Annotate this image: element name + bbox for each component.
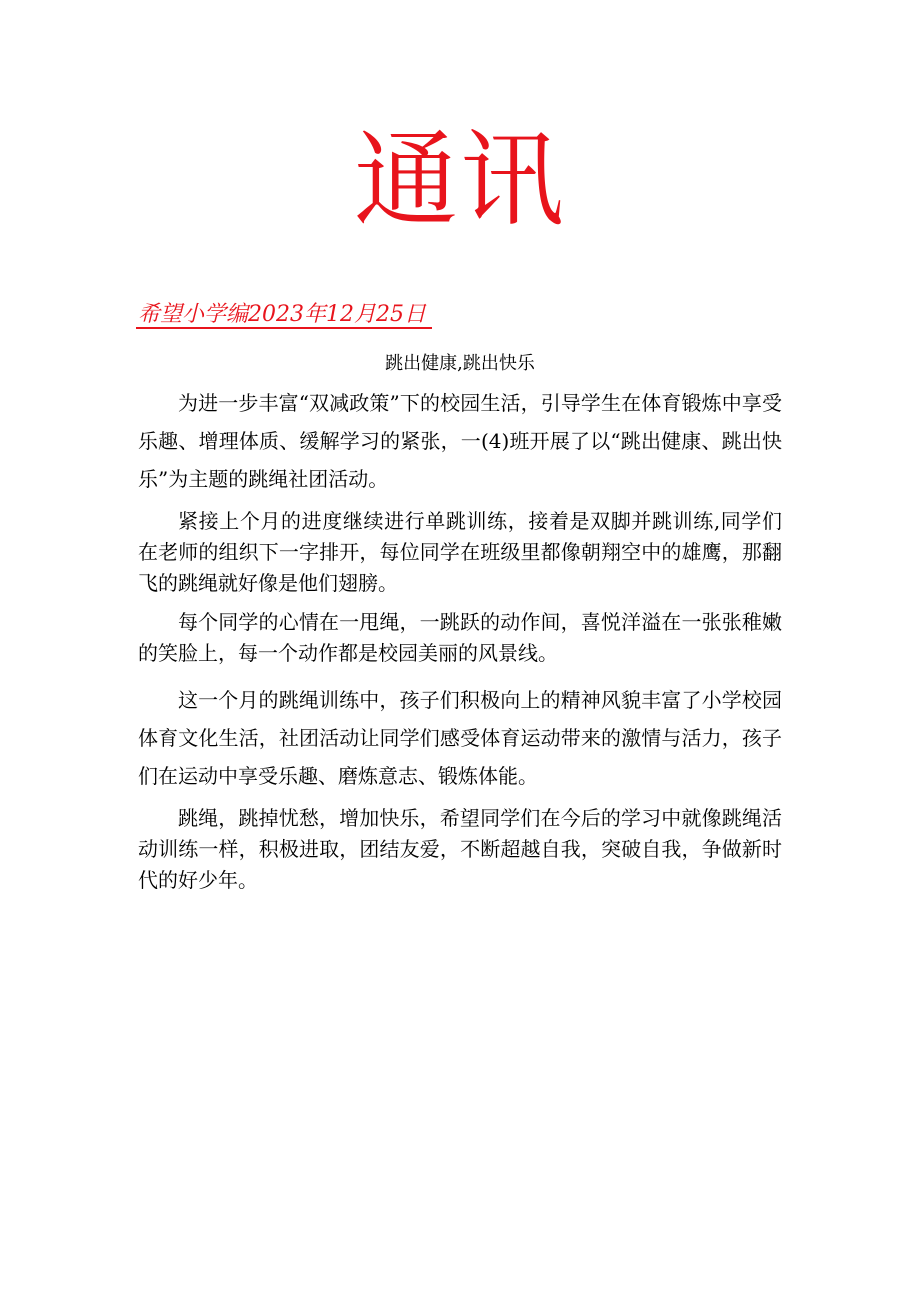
- byline-underline: [136, 327, 432, 329]
- masthead-title: 通讯: [353, 119, 566, 241]
- paragraph-5: 跳绳，跳掉忧愁，增加快乐，希望同学们在今后的学习中就像跳绳活动训练一样，积极进取，团结友爱，不断超越自我，突破自我，争做新时代的好少年。: [138, 806, 782, 892]
- paragraph-3: 每个同学的心情在一甩绳，一跳跃的动作间，喜悦洋溢在一张张稚嫩的笑脸上，每一个动作都是校园美丽的风景线。: [138, 610, 782, 665]
- paragraph-2: 紧接上个月的进度继续进行单跳训练，接着是双脚并跳训练,同学们在老师的组织下一字排开，每位同学在班级里都像朝翔空中的雄鹰，那翻飞的跳绳就好像是他们翅膀。: [138, 509, 782, 595]
- paragraph-1: 为进一步丰富“双减政策”下的校园生活，引导学生在体育锻炼中享受乐趣、增理体质、缓解学习的紧张，一(4)班开展了以“跳出健康、跳出快乐”为主题的跳绳社团活动。: [138, 391, 782, 491]
- article-body: [138, 384, 782, 896]
- byline: 希望小学编2023年12月25日: [138, 302, 426, 327]
- article-title: 跳出健康,跳出快乐: [385, 353, 535, 374]
- paragraph-4: 这一个月的跳绳训练中，孩子们积极向上的精神风貌丰富了小学校园体育文化生活，社团活动让同学们感受体育运动带来的激情与活力，孩子们在运动中享受乐趣、磨炼意志、锻炼体能。: [138, 688, 782, 788]
